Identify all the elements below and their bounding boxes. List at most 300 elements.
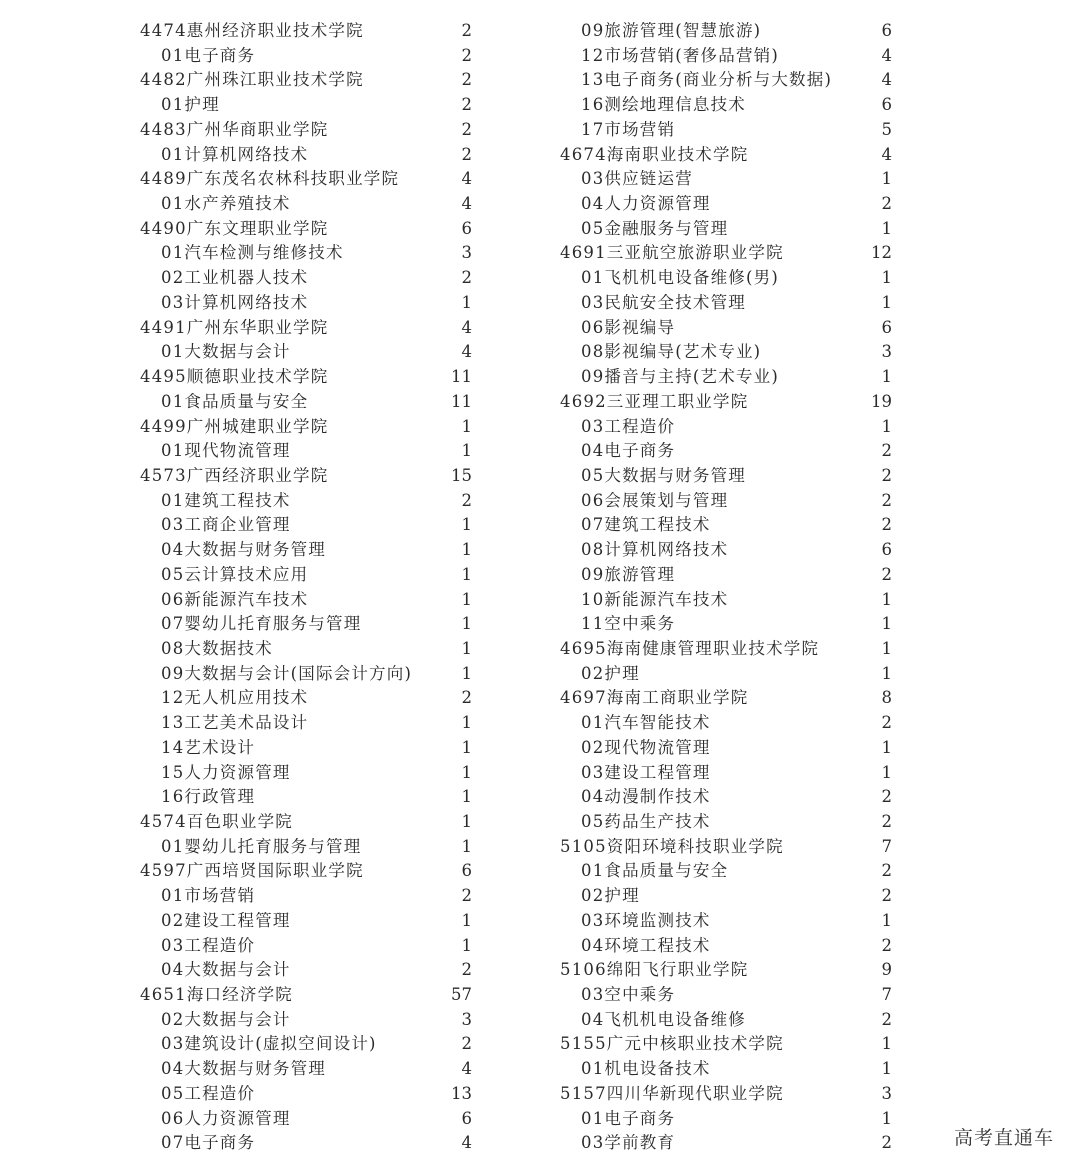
major-row <box>140 340 480 365</box>
school-name: 海口经济学院 <box>186 985 293 1005</box>
enrollment-count: 3 <box>461 243 472 263</box>
major-code: 02 <box>161 910 185 930</box>
major-row <box>140 1032 480 1057</box>
enrollment-count: 2 <box>881 861 892 881</box>
major-row <box>140 637 480 662</box>
enrollment-count: 1 <box>461 737 472 757</box>
major-code: 12 <box>161 688 185 708</box>
major-row <box>140 390 480 415</box>
major-code: 15 <box>161 762 185 782</box>
enrollment-count: 2 <box>881 812 892 831</box>
enrollment-count: 1 <box>461 564 472 584</box>
major-name: 空中乘务 <box>604 614 676 634</box>
enrollment-count: 1 <box>881 762 892 782</box>
major-code: 11 <box>581 614 605 634</box>
major-code: 03 <box>581 292 605 312</box>
major-code: 05 <box>161 1083 185 1103</box>
enrollment-count: 1 <box>461 910 472 930</box>
major-row <box>560 1131 900 1156</box>
school-row <box>140 464 480 489</box>
enrollment-count: 1 <box>881 910 892 930</box>
major-row <box>140 241 480 266</box>
enrollment-count: 2 <box>461 490 472 510</box>
major-row <box>560 563 900 588</box>
enrollment-count: 2 <box>461 688 472 708</box>
school-name: 广州东华职业学院 <box>186 317 329 337</box>
major-name: 旅游管理 <box>604 564 676 584</box>
enrollment-count: 2 <box>461 70 472 90</box>
enrollment-count: 2 <box>461 144 472 164</box>
major-code: 04 <box>581 194 605 214</box>
enrollment-count: 1 <box>461 812 472 831</box>
enrollment-count: 6 <box>461 218 472 238</box>
enrollment-count: 6 <box>881 95 892 115</box>
major-code: 06 <box>161 589 185 609</box>
major-row <box>560 785 900 810</box>
major-code: 04 <box>161 1059 185 1079</box>
school-name: 广东文理职业学院 <box>186 218 329 238</box>
major-name: 民航安全技术管理 <box>604 292 747 312</box>
enrollment-count: 1 <box>881 292 892 312</box>
major-code: 02 <box>581 737 605 757</box>
major-row <box>560 415 900 440</box>
enrollment-count: 1 <box>461 515 472 535</box>
enrollment-count: 4 <box>461 342 472 362</box>
school-code: 4495 <box>140 367 187 387</box>
major-row <box>140 1107 480 1132</box>
major-row <box>560 291 900 316</box>
major-name: 环境工程技术 <box>604 935 711 955</box>
school-row <box>560 835 900 860</box>
major-name: 电子商务(商业分析与大数据) <box>604 70 833 90</box>
major-code: 06 <box>581 317 605 337</box>
enrollment-count: 2 <box>461 1034 472 1054</box>
enrollment-count: 2 <box>881 465 892 485</box>
major-code: 01 <box>581 861 605 881</box>
school-name: 顺德职业技术学院 <box>186 367 329 387</box>
enrollment-count: 1 <box>461 638 472 658</box>
enrollment-count: 4 <box>461 169 472 189</box>
major-code: 17 <box>581 119 605 139</box>
enrollment-count: 6 <box>881 540 892 560</box>
enrollment-count: 2 <box>461 886 472 906</box>
major-name: 药品生产技术 <box>604 812 711 831</box>
enrollment-count: 2 <box>461 268 472 288</box>
enrollment-count: 1 <box>881 367 892 387</box>
major-code: 05 <box>161 564 185 584</box>
major-name: 大数据与财务管理 <box>184 540 327 560</box>
school-name: 海南工商职业学院 <box>606 688 749 708</box>
school-row <box>560 686 900 711</box>
major-code: 02 <box>161 1009 185 1029</box>
enrollment-count: 2 <box>881 564 892 584</box>
major-code: 03 <box>581 762 605 782</box>
major-name: 食品质量与安全 <box>184 391 309 411</box>
major-code: 01 <box>161 836 185 856</box>
major-code: 04 <box>581 787 605 807</box>
enrollment-count: 2 <box>461 119 472 139</box>
major-row <box>560 1057 900 1082</box>
school-row <box>140 68 480 93</box>
major-name: 机电设备技术 <box>604 1059 711 1079</box>
major-name: 汽车智能技术 <box>604 713 711 733</box>
major-row <box>560 1107 900 1132</box>
major-name: 金融服务与管理 <box>604 218 729 238</box>
major-name: 建筑设计(虚拟空间设计) <box>184 1034 377 1054</box>
major-code: 04 <box>161 540 185 560</box>
enrollment-count: 7 <box>881 985 892 1005</box>
school-row <box>140 415 480 440</box>
enrollment-count: 2 <box>461 21 472 40</box>
major-code: 16 <box>161 787 185 807</box>
enrollment-count: 4 <box>461 317 472 337</box>
major-row <box>140 93 480 118</box>
major-name: 护理 <box>604 886 640 906</box>
major-name: 影视编导 <box>604 317 676 337</box>
enrollment-count: 2 <box>881 515 892 535</box>
major-name: 人力资源管理 <box>184 1108 291 1128</box>
major-row <box>560 810 900 835</box>
enrollment-count: 2 <box>461 95 472 115</box>
major-name: 动漫制作技术 <box>604 787 711 807</box>
major-code: 03 <box>161 1034 185 1054</box>
school-row <box>140 859 480 884</box>
school-row <box>560 1032 900 1057</box>
major-row <box>140 1082 480 1107</box>
school-name: 三亚航空旅游职业学院 <box>606 243 784 263</box>
major-row <box>560 489 900 514</box>
major-name: 行政管理 <box>184 787 256 807</box>
major-name: 工程造价 <box>184 1083 256 1103</box>
major-row <box>140 884 480 909</box>
major-name: 汽车检测与维修技术 <box>184 243 344 263</box>
school-code: 4597 <box>140 861 187 881</box>
school-name: 四川华新现代职业学院 <box>606 1083 784 1103</box>
enrollment-count: 1 <box>461 836 472 856</box>
right-column <box>560 19 900 1156</box>
major-code: 03 <box>581 169 605 189</box>
major-name: 市场营销 <box>604 119 676 139</box>
major-name: 计算机网络技术 <box>184 292 309 312</box>
major-row <box>560 711 900 736</box>
major-code: 01 <box>161 886 185 906</box>
major-code: 02 <box>581 886 605 906</box>
major-row <box>560 464 900 489</box>
enrollment-count: 1 <box>881 663 892 683</box>
major-name: 婴幼儿托育服务与管理 <box>184 614 362 634</box>
major-row <box>140 439 480 464</box>
major-code: 03 <box>161 935 185 955</box>
major-code: 01 <box>161 95 185 115</box>
enrollment-count: 1 <box>461 441 472 461</box>
school-code: 5106 <box>560 960 607 980</box>
enrollment-count: 4 <box>881 144 892 164</box>
major-row <box>140 143 480 168</box>
major-name: 工艺美术品设计 <box>184 713 309 733</box>
school-row <box>140 19 480 44</box>
enrollment-count: 8 <box>881 688 892 708</box>
major-row <box>140 1131 480 1156</box>
major-code: 03 <box>581 985 605 1005</box>
enrollment-count: 7 <box>881 836 892 856</box>
school-code: 4691 <box>560 243 607 263</box>
major-row <box>140 736 480 761</box>
major-name: 测绘地理信息技术 <box>604 95 747 115</box>
major-code: 03 <box>161 515 185 535</box>
major-code: 03 <box>581 416 605 436</box>
school-name: 资阳环境科技职业学院 <box>606 836 784 856</box>
school-row <box>560 143 900 168</box>
major-code: 02 <box>581 663 605 683</box>
enrollment-count: 4 <box>461 1133 472 1153</box>
school-row <box>560 637 900 662</box>
enrollment-count: 1 <box>461 713 472 733</box>
enrollment-count: 11 <box>451 367 472 387</box>
major-row <box>560 736 900 761</box>
major-name: 建筑工程技术 <box>604 515 711 535</box>
major-name: 飞机机电设备维修(男) <box>604 268 779 288</box>
enrollment-count: 1 <box>881 1059 892 1079</box>
major-code: 01 <box>161 45 185 65</box>
major-code: 01 <box>161 342 185 362</box>
school-code: 4674 <box>560 144 607 164</box>
major-name: 市场营销 <box>184 886 256 906</box>
school-row <box>560 390 900 415</box>
enrollment-count: 2 <box>881 194 892 214</box>
major-name: 大数据技术 <box>184 638 273 658</box>
enrollment-count: 1 <box>461 589 472 609</box>
school-code: 4490 <box>140 218 187 238</box>
major-code: 08 <box>581 342 605 362</box>
enrollment-count: 3 <box>881 1083 892 1103</box>
major-code: 05 <box>581 812 605 831</box>
major-code: 14 <box>161 737 185 757</box>
major-row <box>560 439 900 464</box>
major-row <box>140 1057 480 1082</box>
major-name: 婴幼儿托育服务与管理 <box>184 836 362 856</box>
school-name: 广西培贤国际职业学院 <box>186 861 364 881</box>
major-row <box>560 909 900 934</box>
major-code: 04 <box>581 935 605 955</box>
enrollment-count: 1 <box>461 292 472 312</box>
school-name: 三亚理工职业学院 <box>606 391 749 411</box>
major-code: 01 <box>161 490 185 510</box>
major-code: 09 <box>581 21 605 40</box>
major-code: 06 <box>581 490 605 510</box>
major-code: 02 <box>161 268 185 288</box>
major-row <box>560 118 900 143</box>
enrollment-count: 1 <box>461 416 472 436</box>
major-name: 电子商务 <box>604 1108 676 1128</box>
major-code: 07 <box>161 614 185 634</box>
major-code: 01 <box>581 1059 605 1079</box>
major-code: 05 <box>581 218 605 238</box>
major-name: 新能源汽车技术 <box>604 589 729 609</box>
major-name: 无人机应用技术 <box>184 688 309 708</box>
major-code: 09 <box>161 663 185 683</box>
major-code: 03 <box>581 1133 605 1153</box>
major-name: 建设工程管理 <box>184 910 291 930</box>
major-row <box>140 192 480 217</box>
major-name: 环境监测技术 <box>604 910 711 930</box>
enrollment-count: 9 <box>881 960 892 980</box>
major-row <box>140 934 480 959</box>
enrollment-count: 2 <box>461 960 472 980</box>
major-row <box>140 785 480 810</box>
major-code: 01 <box>161 243 185 263</box>
major-row <box>140 612 480 637</box>
school-code: 4692 <box>560 391 607 411</box>
major-row <box>140 909 480 934</box>
major-row <box>560 513 900 538</box>
enrollment-count: 2 <box>881 1133 892 1153</box>
enrollment-count: 2 <box>881 490 892 510</box>
major-name: 工程造价 <box>604 416 676 436</box>
major-row <box>560 266 900 291</box>
school-row <box>140 118 480 143</box>
major-name: 电子商务 <box>184 1133 256 1153</box>
enrollment-count: 2 <box>881 441 892 461</box>
major-name: 人力资源管理 <box>604 194 711 214</box>
left-column <box>140 19 480 1156</box>
enrollment-count: 1 <box>881 169 892 189</box>
major-name: 工程造价 <box>184 935 256 955</box>
major-code: 03 <box>581 910 605 930</box>
enrollment-count: 3 <box>461 1009 472 1029</box>
major-row <box>560 217 900 242</box>
major-name: 大数据与会计 <box>184 342 291 362</box>
enrollment-count: 1 <box>461 540 472 560</box>
enrollment-count: 12 <box>871 243 892 263</box>
enrollment-count: 15 <box>451 465 472 485</box>
school-row <box>140 810 480 835</box>
enrollment-count: 3 <box>881 342 892 362</box>
major-name: 现代物流管理 <box>184 441 291 461</box>
enrollment-count: 1 <box>461 787 472 807</box>
enrollment-count: 6 <box>461 1108 472 1128</box>
school-name: 海南健康管理职业技术学院 <box>606 638 820 658</box>
school-name: 广元中核职业技术学院 <box>606 1034 784 1054</box>
major-code: 12 <box>581 45 605 65</box>
school-name: 广西经济职业学院 <box>186 465 329 485</box>
major-row <box>140 44 480 69</box>
school-row <box>140 316 480 341</box>
major-name: 影视编导(艺术专业) <box>604 342 762 362</box>
enrollment-count: 6 <box>461 861 472 881</box>
major-code: 03 <box>161 292 185 312</box>
enrollment-count: 4 <box>881 45 892 65</box>
major-row <box>140 489 480 514</box>
major-code: 05 <box>581 465 605 485</box>
major-row <box>560 934 900 959</box>
school-name: 广州珠江职业技术学院 <box>186 70 364 90</box>
school-code: 4474 <box>140 21 187 40</box>
enrollment-count: 1 <box>461 762 472 782</box>
enrollment-count: 1 <box>881 416 892 436</box>
watermark: 高考直通车 <box>953 1127 1054 1149</box>
major-code: 07 <box>161 1133 185 1153</box>
major-row <box>140 662 480 687</box>
major-name: 飞机机电设备维修 <box>604 1009 747 1029</box>
major-name: 大数据与财务管理 <box>184 1059 327 1079</box>
major-row <box>560 588 900 613</box>
major-code: 04 <box>581 441 605 461</box>
school-code: 4499 <box>140 416 187 436</box>
school-code: 4489 <box>140 169 187 189</box>
major-name: 大数据与会计 <box>184 1009 291 1029</box>
enrollment-count: 2 <box>881 787 892 807</box>
enrollment-count: 1 <box>881 218 892 238</box>
major-row <box>560 1008 900 1033</box>
school-name: 绵阳飞行职业学院 <box>606 960 749 980</box>
enrollment-count: 11 <box>451 391 472 411</box>
enrollment-count: 4 <box>461 1059 472 1079</box>
school-code: 4573 <box>140 465 187 485</box>
school-row <box>140 983 480 1008</box>
enrollment-count: 5 <box>881 119 892 139</box>
major-name: 工业机器人技术 <box>184 268 309 288</box>
major-name: 食品质量与安全 <box>604 861 729 881</box>
school-name: 广州城建职业学院 <box>186 416 329 436</box>
major-name: 供应链运营 <box>604 169 693 189</box>
major-name: 建筑工程技术 <box>184 490 291 510</box>
major-code: 06 <box>161 1108 185 1128</box>
enrollment-count: 19 <box>871 391 892 411</box>
major-name: 工商企业管理 <box>184 515 291 535</box>
school-code: 4574 <box>140 812 187 831</box>
major-row <box>560 192 900 217</box>
major-code: 04 <box>581 1009 605 1029</box>
major-name: 护理 <box>184 95 220 115</box>
major-code: 08 <box>581 540 605 560</box>
enrollment-count: 1 <box>461 614 472 634</box>
major-code: 01 <box>581 713 605 733</box>
enrollment-count: 1 <box>881 638 892 658</box>
major-row <box>140 1008 480 1033</box>
major-code: 09 <box>581 367 605 387</box>
major-name: 电子商务 <box>604 441 676 461</box>
major-row <box>140 513 480 538</box>
major-code: 10 <box>581 589 605 609</box>
major-row <box>140 958 480 983</box>
major-row <box>560 884 900 909</box>
major-code: 08 <box>161 638 185 658</box>
enrollment-count: 1 <box>881 737 892 757</box>
major-row <box>560 761 900 786</box>
major-name: 护理 <box>604 663 640 683</box>
enrollment-count: 1 <box>881 589 892 609</box>
school-name: 广东茂名农林科技职业学院 <box>186 169 400 189</box>
school-code: 4482 <box>140 70 187 90</box>
enrollment-count: 6 <box>881 317 892 337</box>
major-name: 大数据与会计(国际会计方向) <box>184 663 413 683</box>
major-row <box>560 93 900 118</box>
major-code: 01 <box>161 144 185 164</box>
major-code: 01 <box>161 194 185 214</box>
enrollment-count: 1 <box>881 1108 892 1128</box>
enrollment-count: 13 <box>451 1083 472 1103</box>
major-name: 播音与主持(艺术专业) <box>604 367 779 387</box>
school-row <box>560 241 900 266</box>
major-row <box>560 365 900 390</box>
major-code: 13 <box>581 70 605 90</box>
major-row <box>560 612 900 637</box>
enrollment-count: 1 <box>881 1034 892 1054</box>
major-name: 学前教育 <box>604 1133 676 1153</box>
school-code: 4695 <box>560 638 607 658</box>
enrollment-count: 1 <box>461 935 472 955</box>
major-code: 09 <box>581 564 605 584</box>
